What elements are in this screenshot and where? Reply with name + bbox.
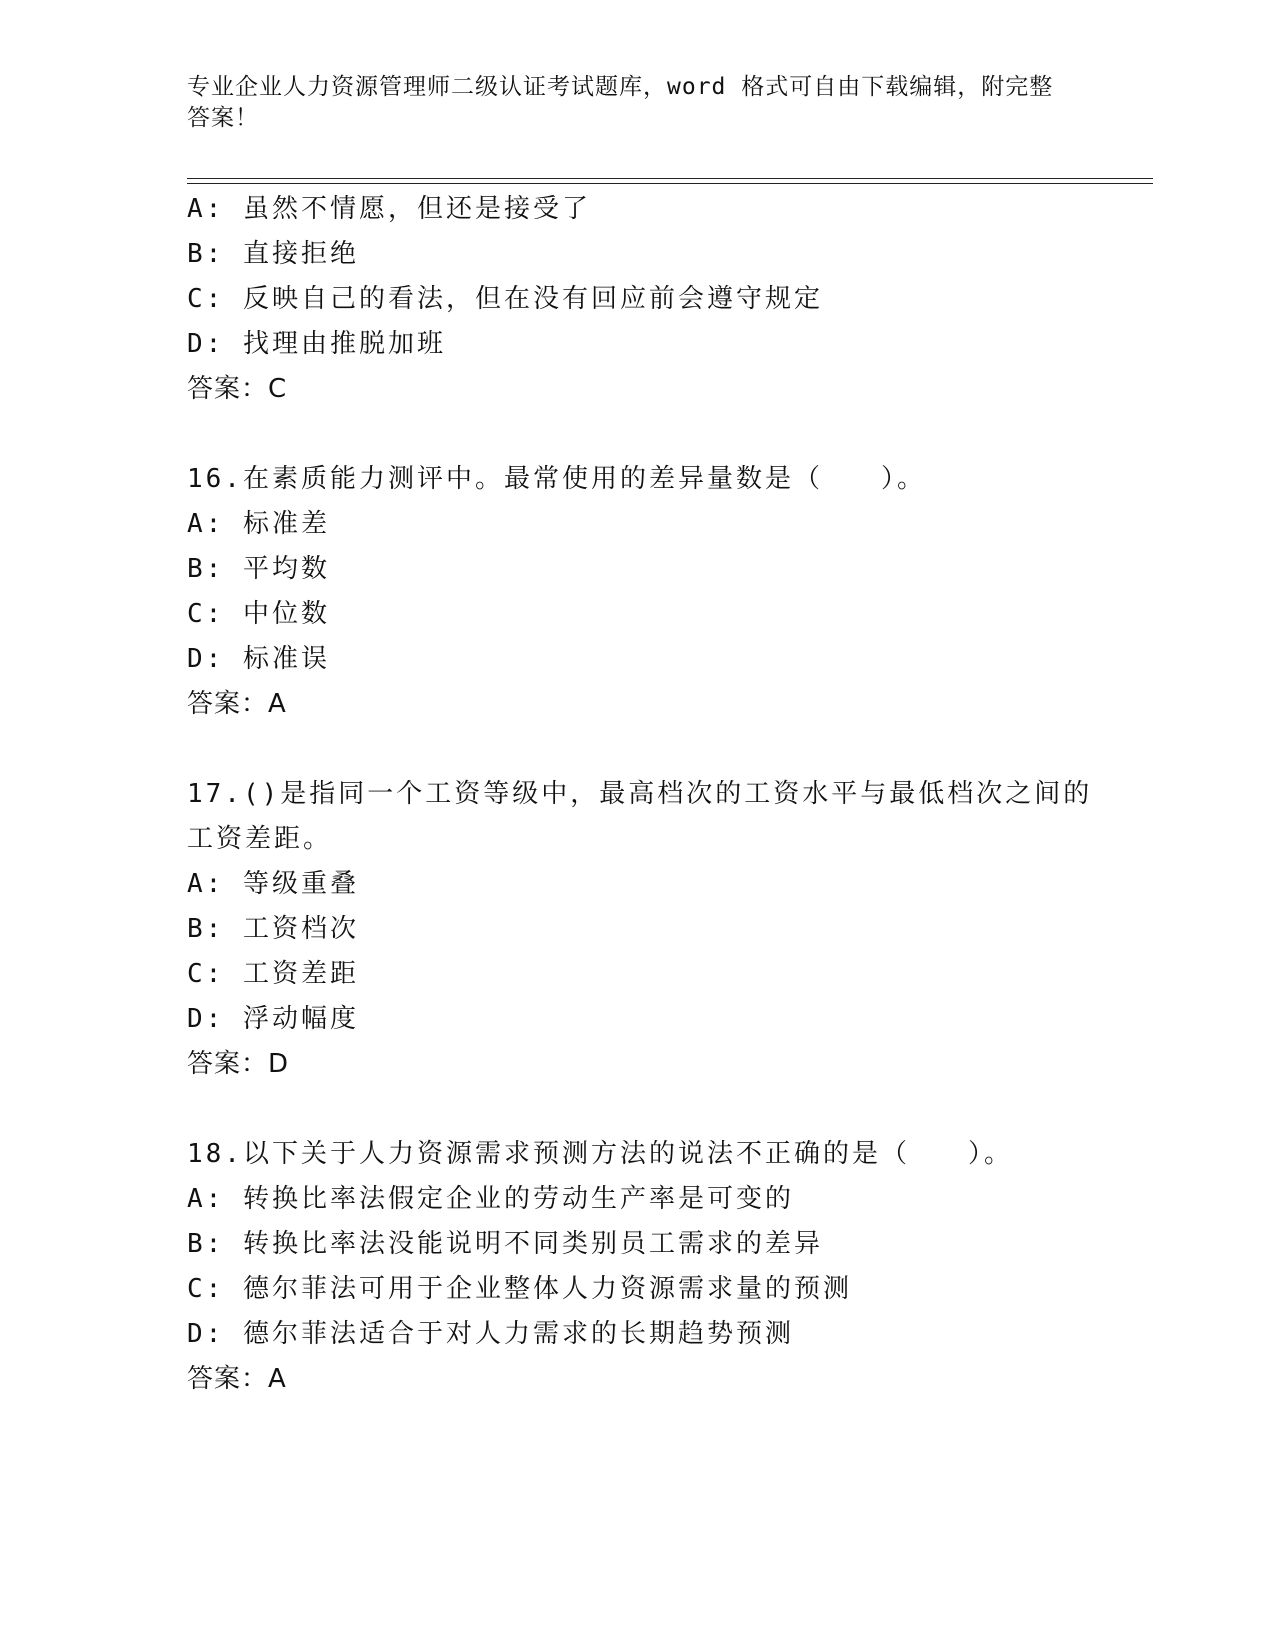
answer-line: 答案：A	[187, 689, 287, 719]
option-b: B: 转换比率法没能说明不同类别员工需求的差异	[187, 1229, 823, 1259]
header-line-2: 答案！	[187, 105, 259, 131]
option-a: A: 虽然不情愿，但还是接受了	[187, 194, 591, 224]
option-b: B: 直接拒绝	[187, 239, 359, 269]
option-b: B: 工资档次	[187, 914, 359, 944]
option-a: A: 等级重叠	[187, 869, 359, 899]
header-divider-top	[187, 178, 1153, 179]
option-c: C: 中位数	[187, 599, 330, 629]
option-d: D: 标准误	[187, 644, 330, 674]
question-16-stem: 16.在素质能力测评中。最常使用的差异量数是（ ）。	[187, 464, 926, 494]
option-d: D: 浮动幅度	[187, 1004, 359, 1034]
answer-line: 答案：D	[187, 1049, 290, 1079]
option-c: C: 德尔菲法可用于企业整体人力资源需求量的预测	[187, 1274, 852, 1304]
question-17-stem-line-1: 17.()是指同一个工资等级中，最高档次的工资水平与最低档次之间的	[187, 779, 1093, 809]
header-line-1: 专业企业人力资源管理师二级认证考试题库，word 格式可自由下载编辑，附完整	[187, 74, 1054, 100]
option-b: B: 平均数	[187, 554, 330, 584]
answer-line: 答案：A	[187, 1364, 287, 1394]
option-c: C: 反映自己的看法，但在没有回应前会遵守规定	[187, 284, 823, 314]
option-d: D: 找理由推脱加班	[187, 329, 446, 359]
option-a: A: 转换比率法假定企业的劳动生产率是可变的	[187, 1184, 794, 1214]
header-divider-bottom	[187, 183, 1153, 184]
option-c: C: 工资差距	[187, 959, 359, 989]
answer-line: 答案：C	[187, 374, 288, 404]
option-d: D: 德尔菲法适合于对人力需求的长期趋势预测	[187, 1319, 794, 1349]
question-18-stem: 18.以下关于人力资源需求预测方法的说法不正确的是（ ）。	[187, 1139, 1013, 1169]
document-header	[187, 72, 1067, 134]
question-17-stem-line-2: 工资差距。	[187, 824, 333, 854]
option-a: A: 标准差	[187, 509, 330, 539]
